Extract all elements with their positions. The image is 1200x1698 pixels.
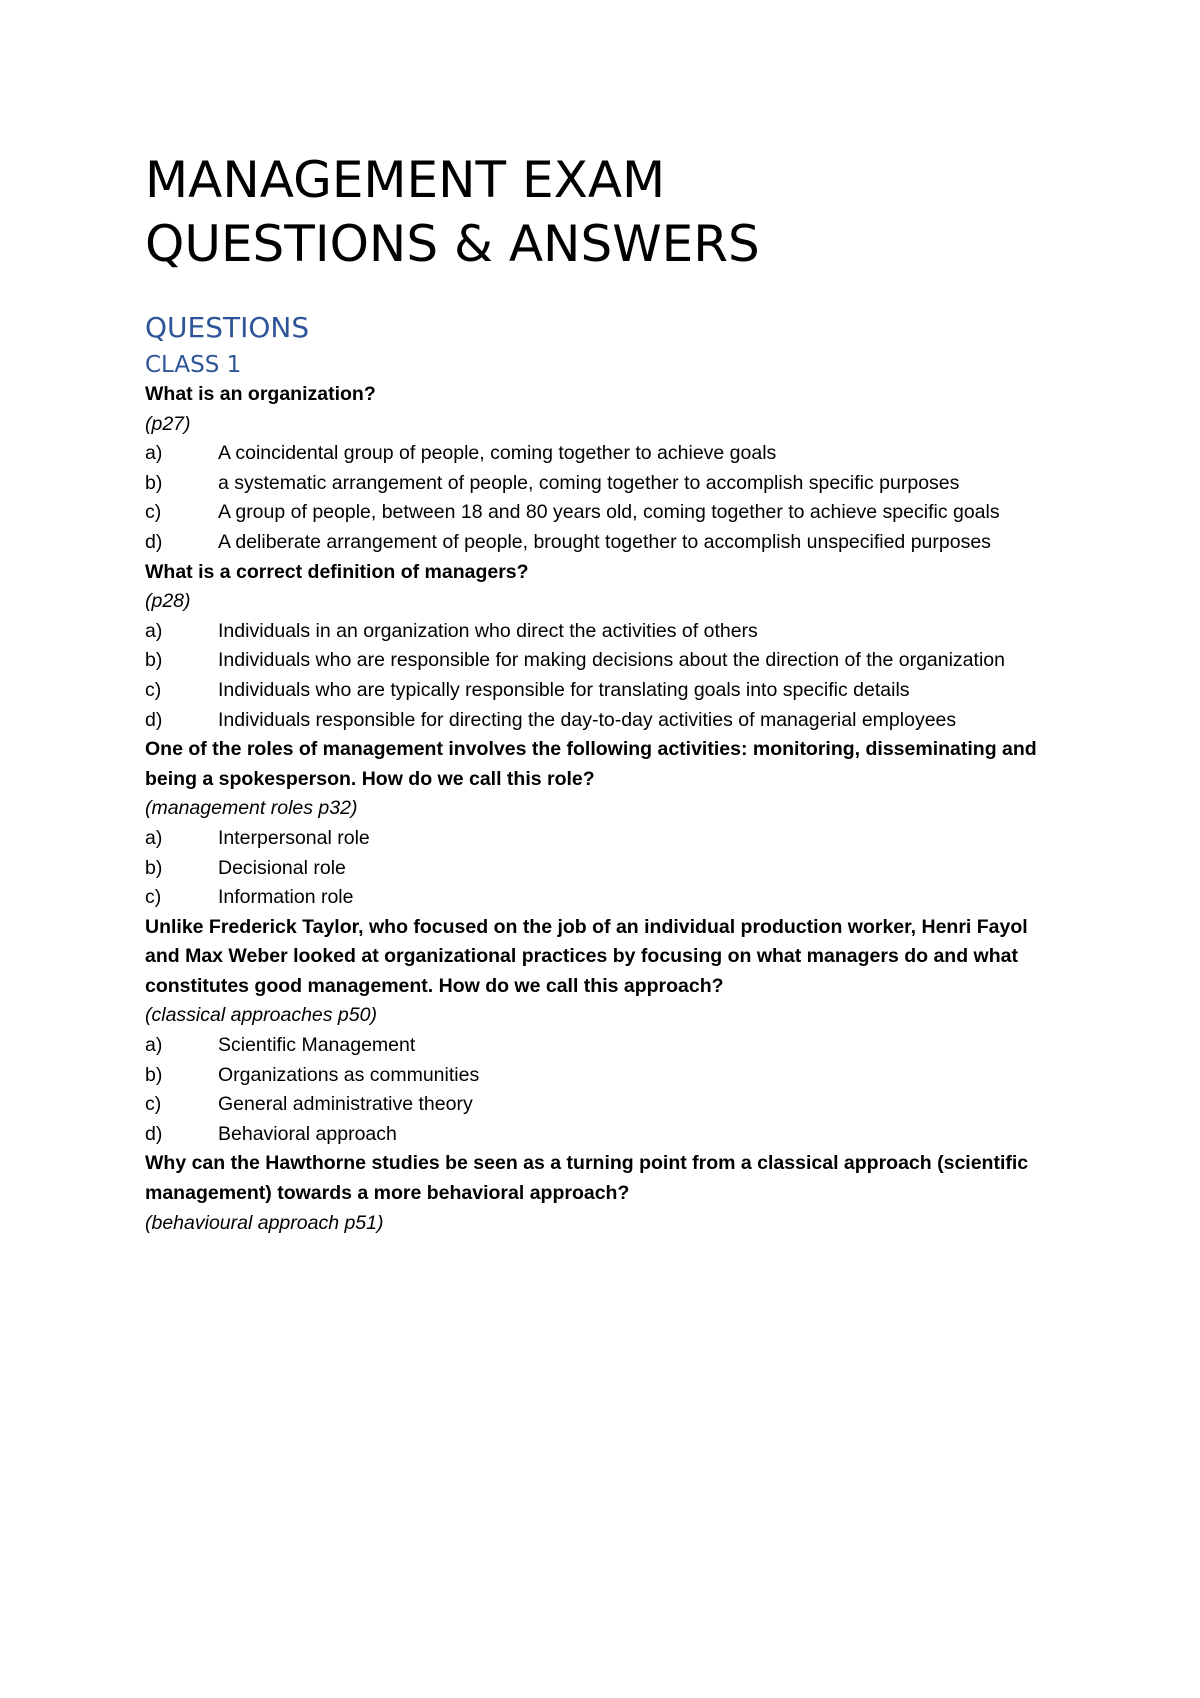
question-list bbox=[145, 380, 1065, 1238]
class-heading: CLASS 1 bbox=[145, 352, 242, 378]
answer-option bbox=[145, 617, 1065, 647]
option-text: Behavioral approach bbox=[218, 1122, 397, 1145]
option-text: Individuals who are typically responsible for translating goals into specific details bbox=[218, 678, 910, 701]
answer-option bbox=[145, 883, 1065, 913]
option-text: a systematic arrangement of people, coming together to accomplish specific purposes bbox=[218, 471, 960, 494]
question-reference: (p28) bbox=[145, 590, 191, 613]
question-text: Unlike Frederick Taylor, who focused on the job of an individual production worker, Henri Fayol and Max Weber looked at organizational practices by focusing on what managers do and what constitutes good management. How do we call this approach? bbox=[145, 915, 1028, 997]
question-text: One of the roles of management involves the following activities: monitoring, disseminating and being a spokesperson. How do we call this role? bbox=[145, 738, 1037, 790]
option-letter: c) bbox=[145, 886, 162, 909]
question-reference: (classical approaches p50) bbox=[145, 1004, 377, 1027]
option-text: Individuals who are responsible for making decisions about the direction of the organization bbox=[218, 649, 1005, 672]
question-reference: (behavioural approach p51) bbox=[145, 1211, 384, 1234]
option-text: A coincidental group of people, coming together to achieve goals bbox=[218, 442, 777, 465]
answer-option bbox=[145, 676, 1065, 706]
answer-option bbox=[145, 1031, 1065, 1061]
option-letter: d) bbox=[145, 1122, 163, 1145]
question-text: What is a correct definition of managers? bbox=[145, 560, 529, 583]
document-page bbox=[145, 148, 1065, 1238]
question-reference: (management roles p32) bbox=[145, 797, 358, 820]
option-letter: c) bbox=[145, 678, 162, 701]
title-line-1: MANAGEMENT EXAM bbox=[145, 151, 666, 209]
option-text: Information role bbox=[218, 886, 354, 909]
option-text: Organizations as communities bbox=[218, 1063, 480, 1086]
option-text: Individuals responsible for directing the day-to-day activities of managerial employees bbox=[218, 708, 957, 731]
question-text: What is an organization? bbox=[145, 383, 376, 405]
option-text: Scientific Management bbox=[218, 1034, 416, 1057]
option-letter: d) bbox=[145, 530, 163, 553]
answer-option bbox=[145, 1061, 1065, 1091]
option-letter: b) bbox=[145, 1063, 163, 1086]
option-letter: b) bbox=[145, 471, 163, 494]
question-reference: (p27) bbox=[145, 412, 191, 435]
answer-option bbox=[145, 439, 1065, 469]
option-text: General administrative theory bbox=[218, 1093, 473, 1116]
option-letter: a) bbox=[145, 619, 163, 642]
option-text: Individuals in an organization who direct the activities of others bbox=[218, 619, 758, 642]
answer-option bbox=[145, 706, 1065, 736]
option-text: Interpersonal role bbox=[218, 826, 370, 849]
answer-option bbox=[145, 528, 1065, 558]
option-text: Decisional role bbox=[218, 856, 346, 879]
answer-option bbox=[145, 1090, 1065, 1120]
option-letter: a) bbox=[145, 442, 163, 465]
answer-option bbox=[145, 1120, 1065, 1150]
answer-option bbox=[145, 854, 1065, 884]
section-heading: QUESTIONS bbox=[145, 311, 310, 344]
document-title bbox=[145, 148, 1065, 276]
question-text: Why can the Hawthorne studies be seen as a turning point from a classical approach (scientific management) towards a more behavioral approach? bbox=[145, 1152, 1029, 1205]
option-letter: d) bbox=[145, 708, 163, 731]
answer-option bbox=[145, 646, 1065, 676]
answer-option bbox=[145, 469, 1065, 499]
option-letter: c) bbox=[145, 501, 162, 524]
option-text: A group of people, between 18 and 80 years old, coming together to achieve specific goals bbox=[218, 501, 1000, 524]
option-letter: b) bbox=[145, 649, 163, 672]
title-line-2: QUESTIONS & ANSWERS bbox=[145, 215, 760, 273]
option-letter: c) bbox=[145, 1093, 162, 1116]
option-text: A deliberate arrangement of people, brought together to accomplish unspecified purposes bbox=[218, 530, 991, 553]
option-letter: b) bbox=[145, 856, 163, 879]
answer-option bbox=[145, 824, 1065, 854]
option-letter: a) bbox=[145, 1034, 163, 1057]
option-letter: a) bbox=[145, 826, 163, 849]
answer-option bbox=[145, 498, 1065, 528]
